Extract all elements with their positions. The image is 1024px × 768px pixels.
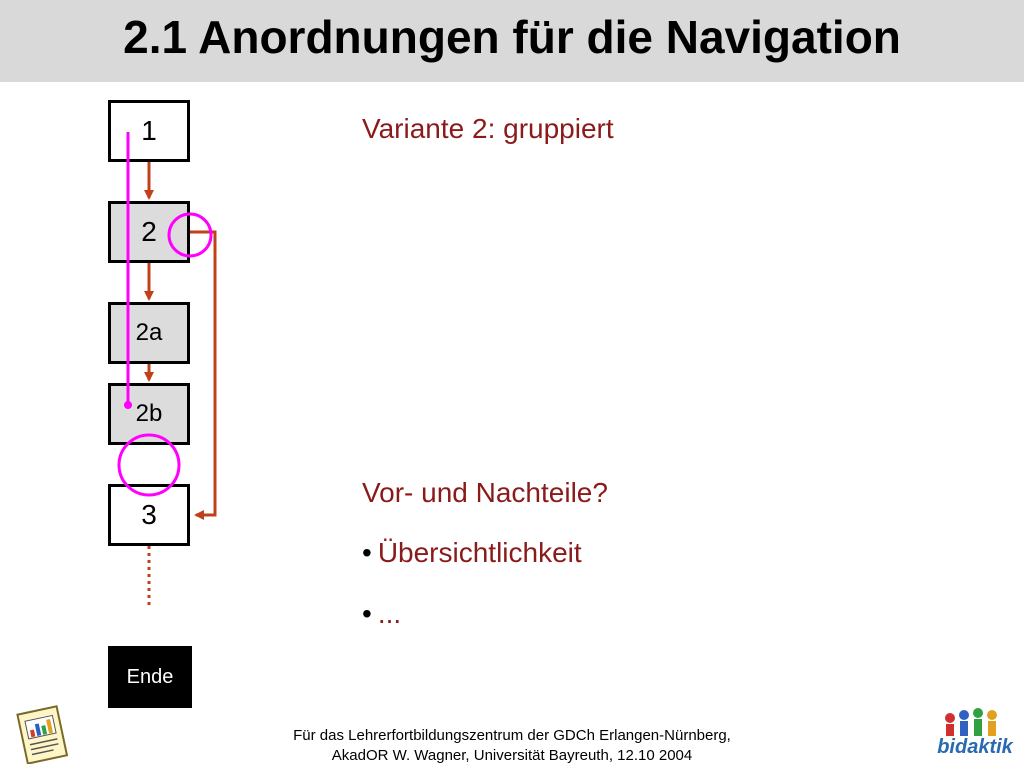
node-2: [108, 201, 190, 263]
variant-text: Variante 2: gruppiert: [362, 113, 614, 144]
node-2b: [108, 383, 190, 445]
arrow-2-to-3-bypass: [190, 232, 215, 515]
node-1-label: 1: [141, 115, 157, 146]
node-ende-label: Ende: [126, 665, 174, 688]
node-2b-label: 2b: [135, 400, 163, 427]
bullet-text: ...: [377, 598, 402, 629]
document-chart-icon: [10, 704, 74, 764]
bullet-item: [362, 598, 401, 630]
node-2a-label: 2a: [135, 319, 163, 346]
node-1: [108, 100, 190, 162]
footer: [200, 726, 824, 766]
title-bar: [0, 0, 1024, 82]
question-text: Vor- und Nachteile?: [362, 477, 608, 508]
bullet-symbol: •: [362, 598, 372, 629]
bullet-text: Übersichtlichkeit: [377, 537, 582, 568]
node-2-label: 2: [141, 216, 157, 247]
node-3-label: 3: [141, 499, 157, 530]
bullet-item: [362, 537, 582, 569]
bullet-symbol: •: [362, 537, 372, 568]
bidaktik-logo-text: bidaktik: [937, 736, 1013, 758]
node-2a: [108, 302, 190, 364]
footer-line-1: Für das Lehrerfortbildungszentrum der GDCh Erlangen-Nürnberg,: [293, 727, 731, 744]
node-3: [108, 484, 190, 546]
node-ende: [108, 646, 192, 708]
footer-line-2: AkadOR W. Wagner, Universität Bayreuth, 12.10 2004: [331, 747, 693, 764]
slide-title: 2.1 Anordnungen für die Navigation: [123, 11, 901, 63]
